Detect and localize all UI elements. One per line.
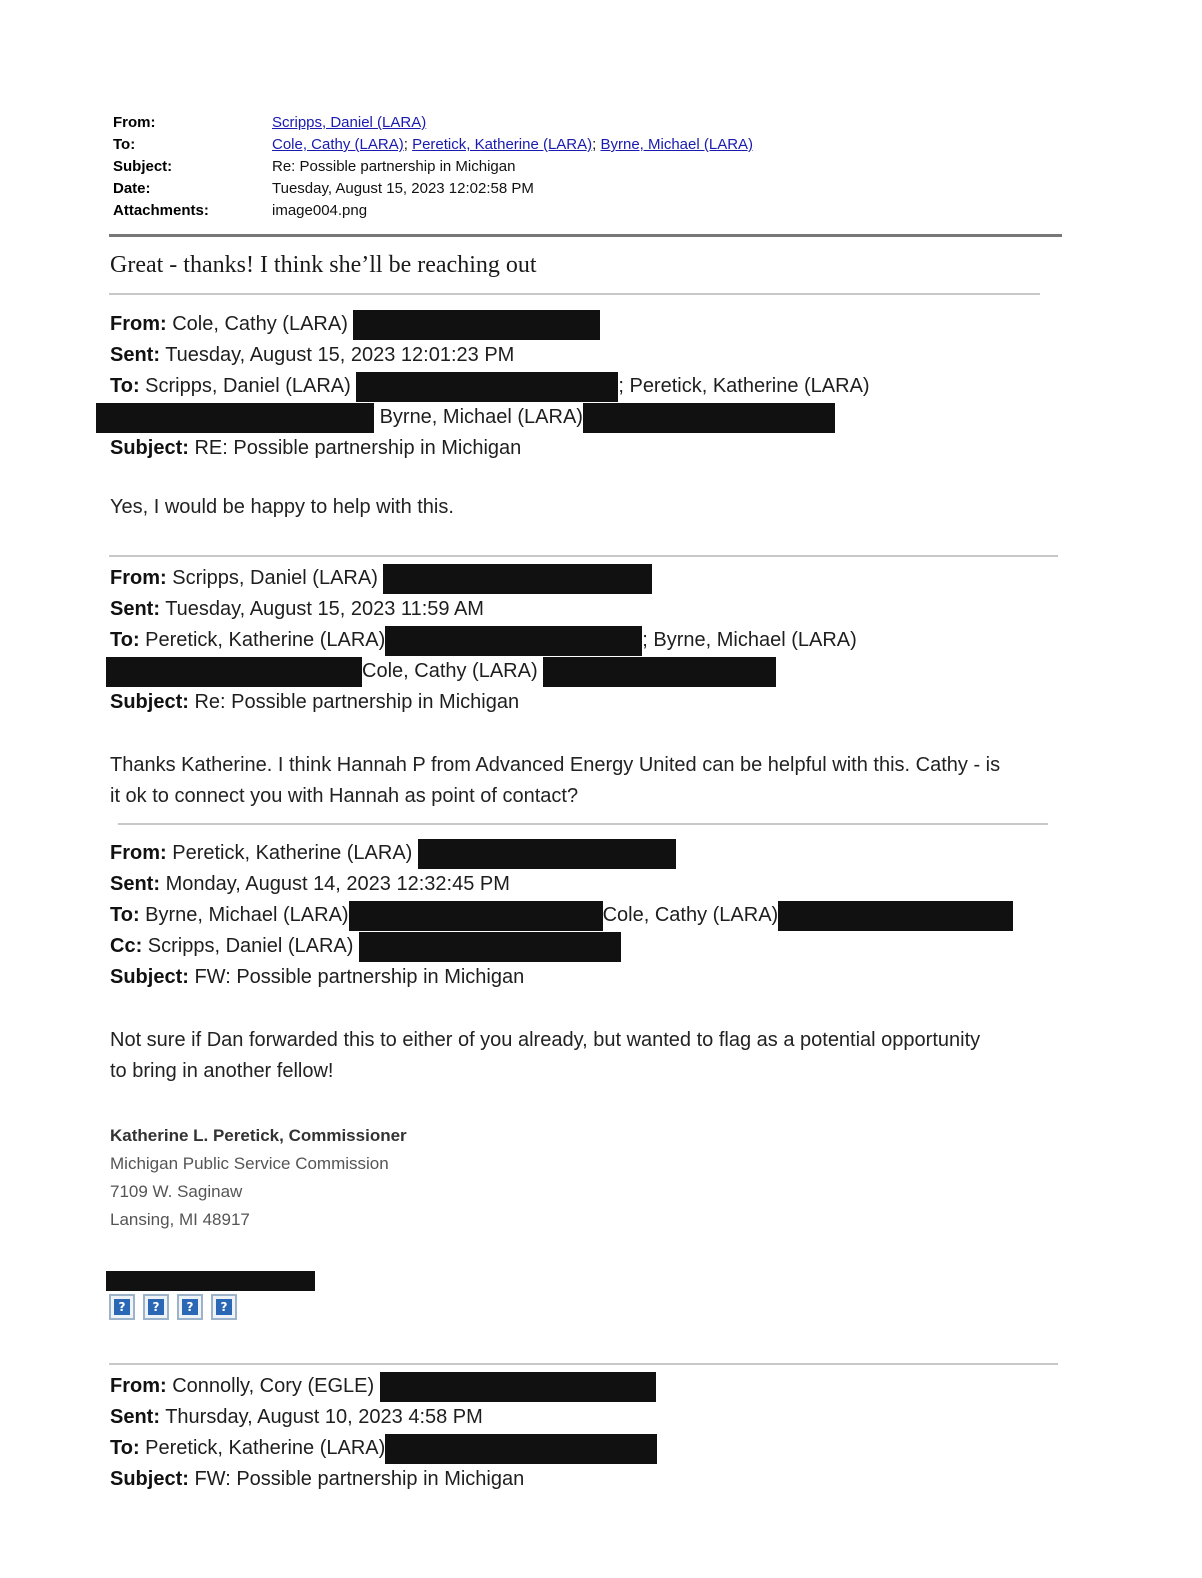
from-value: Peretick, Katherine (LARA): [172, 842, 413, 864]
to-value: Peretick, Katherine (LARA): [145, 629, 386, 651]
redaction-block: [356, 372, 618, 402]
to-value: Byrne, Michael (LARA): [145, 904, 349, 926]
signature-block: [110, 1122, 407, 1234]
body-line: Not sure if Dan forwarded this to either of you already, but wanted to flag as a potential opportunity: [110, 1029, 981, 1051]
from-label: From:: [110, 313, 167, 335]
body-line: Yes, I would be happy to help with this.: [110, 496, 454, 518]
question-mark-icon: ?: [182, 1299, 198, 1315]
sent-label: Sent:: [110, 344, 160, 366]
missing-image-icon[interactable]: [143, 1294, 169, 1320]
redaction-block: [383, 564, 652, 594]
sent-value: Tuesday, August 15, 2023 11:59 AM: [165, 598, 484, 620]
missing-image-icon[interactable]: [177, 1294, 203, 1320]
missing-image-icon[interactable]: [109, 1294, 135, 1320]
sent-label: Sent:: [110, 873, 160, 895]
message-divider: [109, 555, 1058, 557]
body-line: it ok to connect you with Hannah as point of contact?: [110, 785, 579, 807]
redaction-block: [385, 626, 642, 656]
header-from-label: From:: [113, 114, 156, 131]
to-value: ; Peretick, Katherine (LARA): [618, 375, 870, 397]
redaction-block: [418, 839, 676, 869]
to-label: To:: [110, 904, 140, 926]
redaction-block: [359, 932, 621, 962]
redaction-block: [96, 403, 374, 433]
redaction-block: [353, 310, 600, 340]
from-value: Cole, Cathy (LARA): [172, 313, 348, 335]
to-value: Scripps, Daniel (LARA): [145, 375, 351, 397]
subject-value: FW: Possible partnership in Michigan: [194, 966, 525, 988]
reply-body: Great - thanks! I think she’ll be reaching out: [110, 252, 537, 278]
header-to-label: To:: [113, 136, 136, 153]
redaction-block: [385, 1434, 657, 1464]
message-body-scripps: [110, 750, 1000, 812]
header-to-link-cole[interactable]: Cole, Cathy (LARA): [272, 136, 404, 153]
header-date-value: Tuesday, August 15, 2023 12:02:58 PM: [272, 180, 534, 197]
subject-value: Re: Possible partnership in Michigan: [194, 691, 520, 713]
message-divider: [109, 293, 1040, 295]
header-to-link-byrne[interactable]: Byrne, Michael (LARA): [600, 136, 754, 153]
from-label: From:: [110, 567, 167, 589]
signature-address-line: 7109 W. Saginaw: [110, 1182, 243, 1201]
signature-image-placeholders: [109, 1294, 237, 1320]
question-mark-icon: ?: [148, 1299, 164, 1315]
message-body-cole: [110, 492, 454, 523]
to-label: To:: [110, 1437, 140, 1459]
body-line: Thanks Katherine. I think Hannah P from Advanced Energy United can be helpful with this. Cathy - is: [110, 754, 1001, 776]
header-to-separator: ;: [592, 136, 597, 153]
message-body-peretick: [110, 1025, 980, 1087]
header-subject-value: Re: Possible partnership in Michigan: [272, 158, 516, 175]
subject-label: Subject:: [110, 437, 189, 459]
header-subject-label: Subject:: [113, 158, 173, 175]
redaction-block: [106, 1271, 315, 1291]
header-to-separator: ;: [403, 136, 408, 153]
subject-value: RE: Possible partnership in Michigan: [194, 437, 522, 459]
body-line: to bring in another fellow!: [110, 1060, 334, 1082]
attachment-link[interactable]: image004.png: [272, 202, 368, 219]
to-value: ; Byrne, Michael (LARA): [642, 629, 857, 651]
subject-label: Subject:: [110, 966, 189, 988]
subject-value: FW: Possible partnership in Michigan: [194, 1468, 525, 1490]
signature-name: Katherine L. Peretick, Commissioner: [110, 1126, 407, 1145]
to-value: Byrne, Michael (LARA): [379, 406, 583, 428]
sent-value: Tuesday, August 15, 2023 12:01:23 PM: [165, 344, 515, 366]
from-label: From:: [110, 842, 167, 864]
from-label: From:: [110, 1375, 167, 1397]
redaction-block: [583, 403, 835, 433]
redaction-block: [106, 657, 362, 687]
signature-address-line: Lansing, MI 48917: [110, 1210, 250, 1229]
redaction-block: [380, 1372, 656, 1402]
signature-org: Michigan Public Service Commission: [110, 1154, 389, 1173]
message-divider: [109, 1363, 1058, 1365]
sent-label: Sent:: [110, 598, 160, 620]
redaction-block: [543, 657, 776, 687]
header-date-label: Date:: [113, 180, 151, 197]
header-to-link-peretick[interactable]: Peretick, Katherine (LARA): [412, 136, 593, 153]
to-value: Cole, Cathy (LARA): [362, 660, 538, 682]
question-mark-icon: ?: [216, 1299, 232, 1315]
sent-value: Monday, August 14, 2023 12:32:45 PM: [165, 873, 510, 895]
subject-label: Subject:: [110, 1468, 189, 1490]
cc-value: Scripps, Daniel (LARA): [147, 935, 354, 957]
from-value: Scripps, Daniel (LARA): [172, 567, 378, 589]
header-divider: [109, 234, 1062, 237]
to-value: Cole, Cathy (LARA): [602, 904, 779, 926]
redaction-block: [349, 901, 603, 931]
question-mark-icon: ?: [114, 1299, 130, 1315]
to-label: To:: [110, 375, 140, 397]
redaction-block: [778, 901, 1013, 931]
from-value: Connolly, Cory (EGLE): [172, 1375, 375, 1397]
subject-label: Subject:: [110, 691, 189, 713]
cc-label: Cc:: [110, 935, 143, 957]
to-value: Peretick, Katherine (LARA): [145, 1437, 386, 1459]
message-divider: [118, 823, 1048, 825]
header-attachments-label: Attachments:: [113, 202, 209, 219]
to-label: To:: [110, 629, 140, 651]
missing-image-icon[interactable]: [211, 1294, 237, 1320]
sent-value: Thursday, August 10, 2023 4:58 PM: [165, 1406, 483, 1428]
sent-label: Sent:: [110, 1406, 160, 1428]
header-from-link[interactable]: Scripps, Daniel (LARA): [272, 114, 427, 131]
